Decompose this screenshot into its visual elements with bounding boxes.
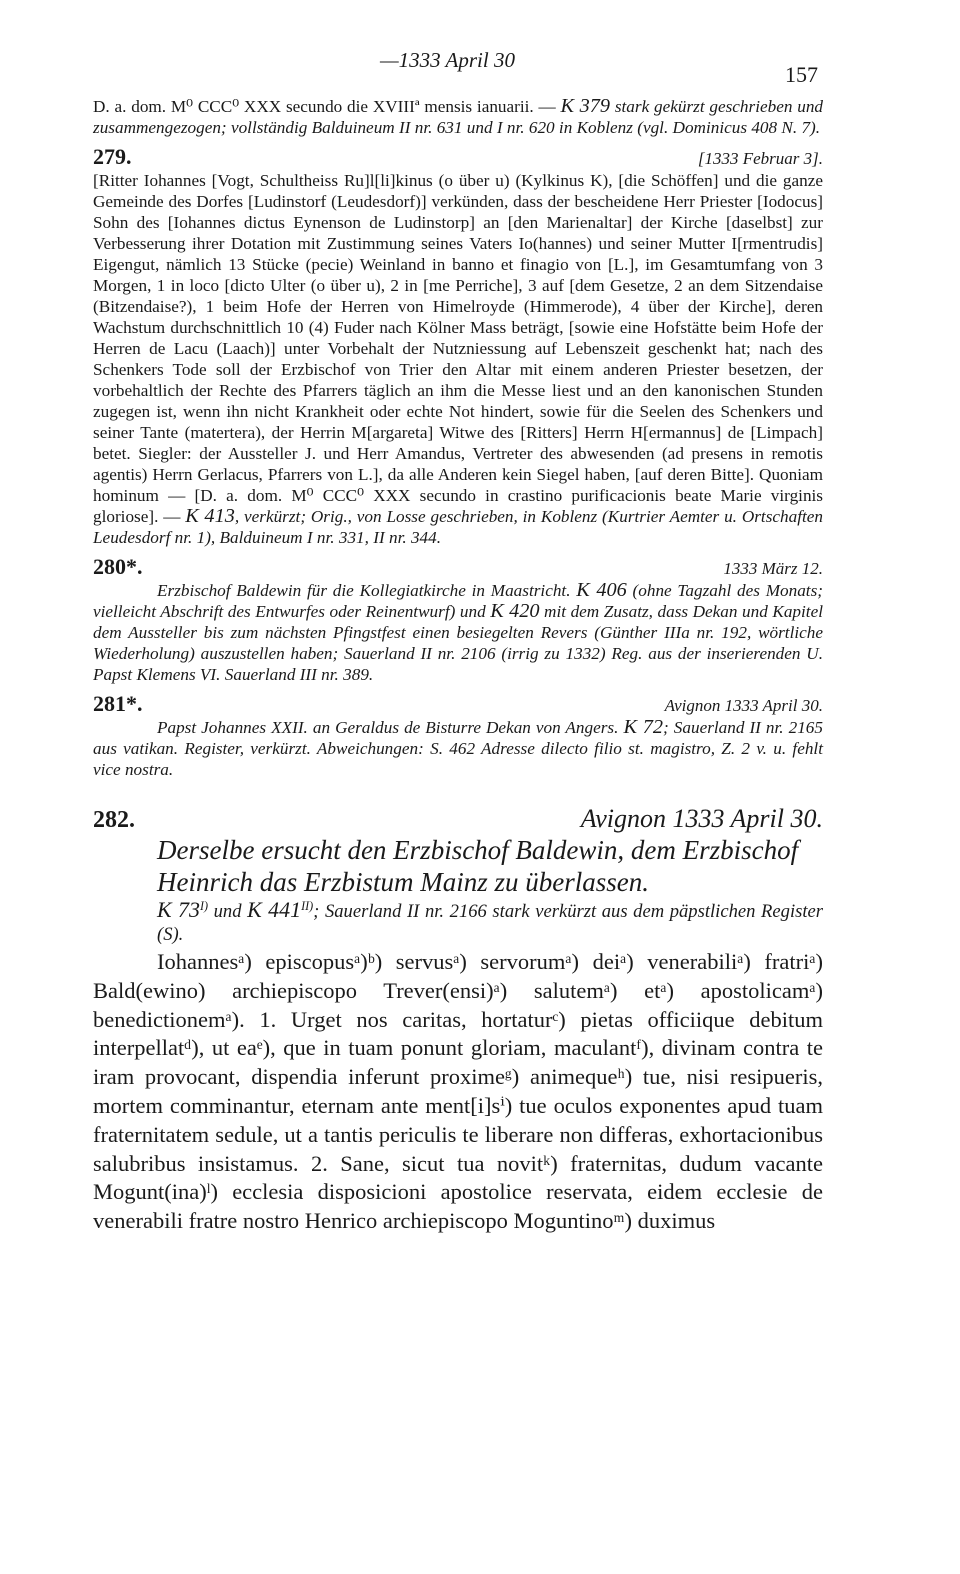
entry-279-regest: [Ritter Iohannes [Vogt, Schultheiss Ru]l[li]kinus (o über u) (Kylkinus K), [die Schöffen] und die ganze Gemeinde des Dorfes [Ludinstorf (Leudesdorf)] verkünden, dass der bescheidene Herr Priester [Iodocus] Sohn des [Iohannes dictus Eynenson de Ludinstorp] an [den Marienaltar] der Kirche [daselbst] zur Verbesserung ihrer Dotation mit Zustimmung seines Vaters Io(hannes) und seiner Mutter I[rmentrudis] Eigengut, nämlich 13 Stücke (pecie) Weinland in banno et finagio von [L.], im Gesamtumfang von 3 Morgen, 1 in loco [dicto Ulter (o über u), 2 in [me Perriche], 3 auf [dem Gesetze, 2 an dem Sitzendaise (Bitzendaise?), 1 beim Hofe der Herren von Himelroyde (Himmerode), 4 über der Kirche], deren Wachstum durchschnittlich 10 (4) Fuder nach Kölner Mass beträgt, [sowie eine Hofstätte beim Hofe der Herren de Lacu (Laach)] unter Vorbehalt der Nutzniessung auf Lebenszeit geschenkt hat; nach des Schenkers Tode soll der Erzbischof von Trier den Altar mit einem anderen Priester besetzen, der vorbehaltlich der Rechte des Pfarrers täglich an ihm die Messe liest und an den kanonischen Stunden zugegen ist, wenn ihn nicht Krankheit oder echte Not hindert, sowie für die Seelen des Schenkers und seiner Tante (matertera), der Herrin M[argareta] Witwe des [Ritters] Herrn H[ermannus] de [Limpach] betet. Siegler: der Aussteller J. und Herr Amandus, Vertreter des abwesenden (ad presens in remotis agentis) Herrn Gerlacus, Pfarrers von L.], da alle Anderen kein Siegel haben, [auf deren Bitte]. Quoniam hominum — [D. a. dom. M⁰ CCC⁰ XXX secundo in crastino purificacionis beate Marie virginis gloriose]. — (93, 171, 823, 526)
entry-281-part-2: ; Sauerland II nr. 2165 aus vatikan. Register, verkürzt. Abweichungen: S. 462 Adresse dilecto filio st. magistro, Z. 2 v. u. fehlt vice nostra. (93, 718, 823, 779)
entry-281-header (93, 691, 823, 717)
entry-280-header (93, 554, 823, 580)
entry-282-footnote-2: II) (301, 898, 314, 913)
entry-279-date: [1333 Februar 3]. (697, 149, 823, 168)
entry-279-number: 279. (93, 144, 132, 169)
entry-279-source: , verkürzt; Orig., von Losse geschrieben, in Koblenz (Kurtrier Aemter u. Ortschaften Leudesdorf nr. 1), Balduineum I nr. 331, II nr. 344. (93, 507, 823, 547)
entry-280-number: 280*. (93, 554, 143, 579)
page-number: 157 (785, 62, 818, 87)
entry-282-conjunction: und (208, 901, 248, 922)
entry-281-part-1: Papst Johannes XXII. an Geraldus de Bisturre Dekan von Angers. (157, 718, 624, 737)
entry-280-text (93, 580, 823, 685)
page-content (93, 96, 823, 1236)
entry-282-sources (93, 898, 823, 946)
entry-280-date: 1333 März 12. (723, 559, 823, 578)
tail-text-2: stark gekürzt geschrieben und zusammengezogen; vollständig Balduineum II nr. 631 und I nr. 620 in Koblenz (vgl. Dominicus 408 N. 7). (93, 97, 824, 137)
entry-282-source-note: ; Sauerland II nr. 2166 stark verkürzt aus dem päpstlichen Register (S). (157, 901, 823, 945)
entry-282-number: 282. (93, 807, 135, 833)
entry-282-date: Avignon 1333 April 30. (580, 804, 823, 833)
entry-279-header (93, 144, 823, 170)
entry-282-k-ref-1: K 73 (157, 897, 200, 922)
tail-text-1: D. a. dom. M⁰ CCC⁰ XXX secundo die XVIIIª mensis ianuarii. — (93, 97, 561, 116)
entry-281-date: Avignon 1333 April 30. (664, 696, 823, 715)
entry-282-header (93, 804, 823, 834)
entry-279-k-ref: K 413 (185, 505, 235, 527)
entry-280-part-1: Erzbischof Baldewin für die Kollegiatkirche in Maastricht. (157, 581, 577, 600)
entry-282-title: Derselbe ersucht den Erzbischof Baldewin, dem Erzbischof Heinrich das Erzbistum Mainz zu überlassen. (157, 835, 799, 897)
entry-279-text (93, 170, 823, 548)
entry-280-k-ref-1: K 406 (576, 579, 627, 601)
previous-entry-tail (93, 96, 823, 138)
entry-280-k-ref-2: K 420 (490, 600, 540, 622)
tail-k-ref: K 379 (560, 95, 611, 117)
entry-280-part-2: (ohne Tagzahl des Monats; vielleicht Abschrift des Entwurfes oder Reinentwurf) und (93, 581, 823, 621)
entry-282-footnote-1: I) (200, 898, 209, 913)
entry-282-body: Iohannesᵃ) episcopusᵃ)ᵇ) servusᵃ) servorumᵃ) deiᵃ) venerabiliᵃ) fratriᵃ) Bald(ewino) archiepiscopo Trever(ensi)ᵃ) salutemᵃ) etᵃ) apostolicamᵃ) benedictionemᵃ). 1. Urget nos caritas, hortaturᶜ) pietas officiique debitum interpellatᵈ), ut eaᵉ), que in tuam ponunt gloriam, maculantᶠ), divinam contra te iram provocant, dispendia inferunt proximeᵍ) animequeʰ) tue, nisi resipueris, mortem comminantur, eternam ante ment[i]sⁱ) tue oculos exponentes apud tuam fraternitatem sedule, ut a tantis periculis te liberare non differas, exhortacionibus salubribus insistamus. 2. Sane, sicut tua novitᵏ) fraternitas, dudum vacante Mogunt(ina)ˡ) ecclesia disposicioni apostolice reservata, eidem ecclesie de venerabili fratre nostro Henrico archiepiscopo Moguntinoᵐ) duximus (93, 949, 823, 1234)
running-head: —1333 April 30 (380, 48, 515, 72)
entry-281-number: 281*. (93, 691, 143, 716)
entry-281-k-ref: K 72 (623, 716, 664, 738)
entry-282-k-ref-2: K 441 (247, 897, 302, 922)
entry-281-text (93, 717, 823, 780)
entry-280-part-3: mit dem Zusatz, dass Dekan und Kapitel dem Aussteller bis zum nächsten Pfingstfest einen besiegelten Revers (Günther IIIa nr. 192, wörtliche Wiederholung) auszustellen haben; Sauerland II nr. 2106 (irrig zu 1332) Reg. aus der inserierenden U. Papst Klemens VI. Sauerland III nr. 389. (93, 602, 823, 684)
